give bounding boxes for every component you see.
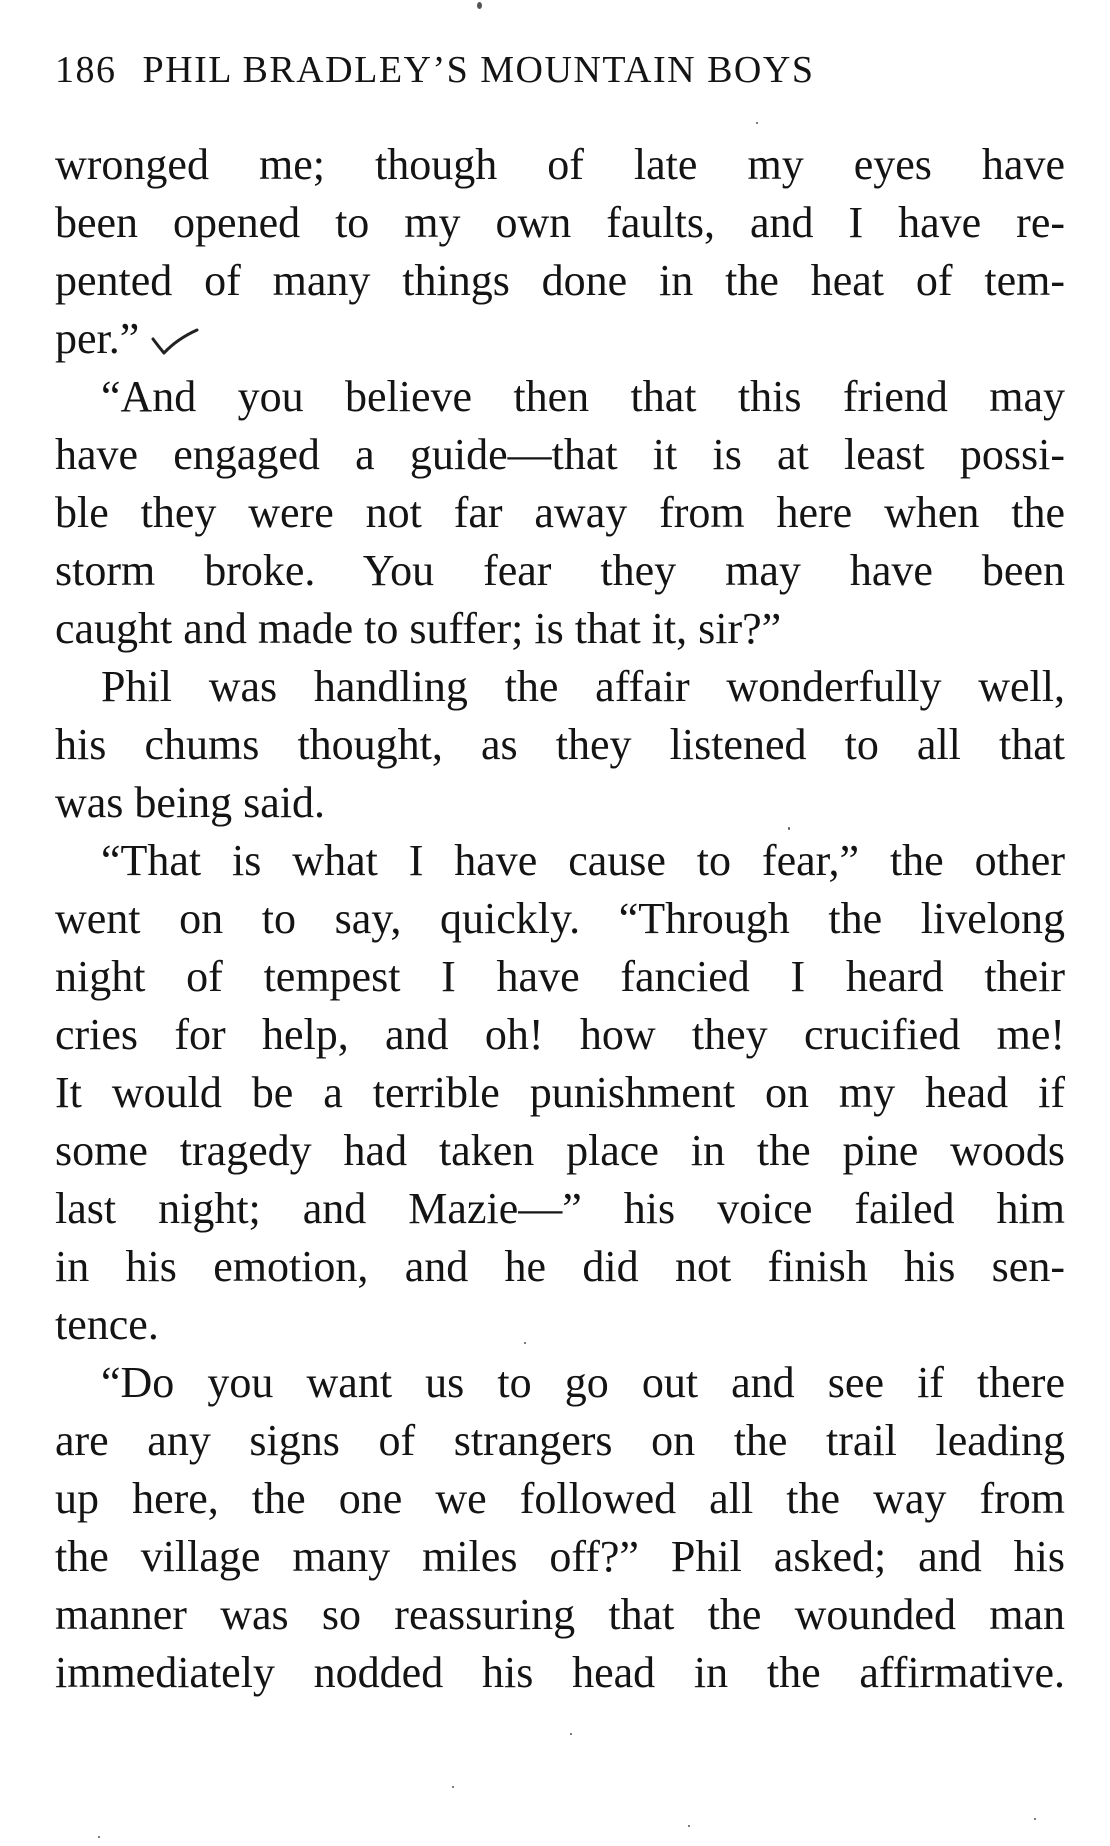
text-line: are any signs of strangers on the trail leading xyxy=(55,1416,1065,1465)
text-line: immediately nodded his head in the affirmative. xyxy=(55,1648,1065,1697)
scan-speck xyxy=(756,122,758,124)
text-line: pented of many things done in the heat of tem- xyxy=(55,256,1065,305)
text-line: went on to say, quickly. “Through the livelong xyxy=(55,894,1065,943)
text-line: in his emotion, and he did not finish his sen- xyxy=(55,1242,1065,1291)
text-line: “Do you want us to go out and see if there xyxy=(101,1358,1065,1407)
body-text xyxy=(55,136,1065,1702)
scan-speck xyxy=(98,1836,100,1838)
scan-speck xyxy=(477,2,482,9)
running-head xyxy=(55,48,1065,100)
text-line: last night; and Mazie—” his voice failed him xyxy=(55,1184,1065,1233)
text-line: been opened to my own faults, and I have re- xyxy=(55,198,1065,247)
text-line: caught and made to suffer; is that it, sir?” xyxy=(55,604,782,653)
text-line: have engaged a guide—that it is at least possi- xyxy=(55,430,1065,479)
text-line: cries for help, and oh! how they crucified me! xyxy=(55,1010,1065,1059)
text-line: up here, the one we followed all the way from xyxy=(55,1474,1065,1523)
handwritten-checkmark-icon xyxy=(149,314,201,368)
text-line: night of tempest I have fancied I heard their xyxy=(55,952,1065,1001)
text-line: It would be a terrible punishment on my head if xyxy=(55,1068,1065,1117)
text-line: ble they were not far away from here when the xyxy=(55,488,1065,537)
scan-speck xyxy=(452,1786,454,1788)
paragraph-end-text: per.” xyxy=(55,314,140,363)
text-line: tence. xyxy=(55,1300,159,1349)
text-line: “And you believe then that this friend may xyxy=(101,372,1065,421)
running-title: PHIL BRADLEY’S MOUNTAIN BOYS xyxy=(142,49,815,91)
text-line: the village many miles off?” Phil asked; and his xyxy=(55,1532,1065,1581)
scan-speck xyxy=(1034,1818,1036,1820)
scan-speck xyxy=(688,1825,690,1827)
scan-speck xyxy=(524,1342,526,1344)
text-line: storm broke. You fear they may have been xyxy=(55,546,1065,595)
text-line: his chums thought, as they listened to all that xyxy=(55,720,1065,769)
page-number: 186 xyxy=(55,49,117,91)
text-line: wronged me; though of late my eyes have xyxy=(55,140,1065,189)
scan-speck xyxy=(788,827,790,830)
text-line: Phil was handling the affair wonderfully well, xyxy=(101,662,1065,711)
text-line: was being said. xyxy=(55,778,326,827)
text-line: “That is what I have cause to fear,” the other xyxy=(101,836,1065,885)
scan-speck xyxy=(570,1733,572,1735)
text-line: some tragedy had taken place in the pine woods xyxy=(55,1126,1065,1175)
text-line-with-mark xyxy=(55,310,1065,368)
text-line: manner was so reassuring that the wounded man xyxy=(55,1590,1065,1639)
